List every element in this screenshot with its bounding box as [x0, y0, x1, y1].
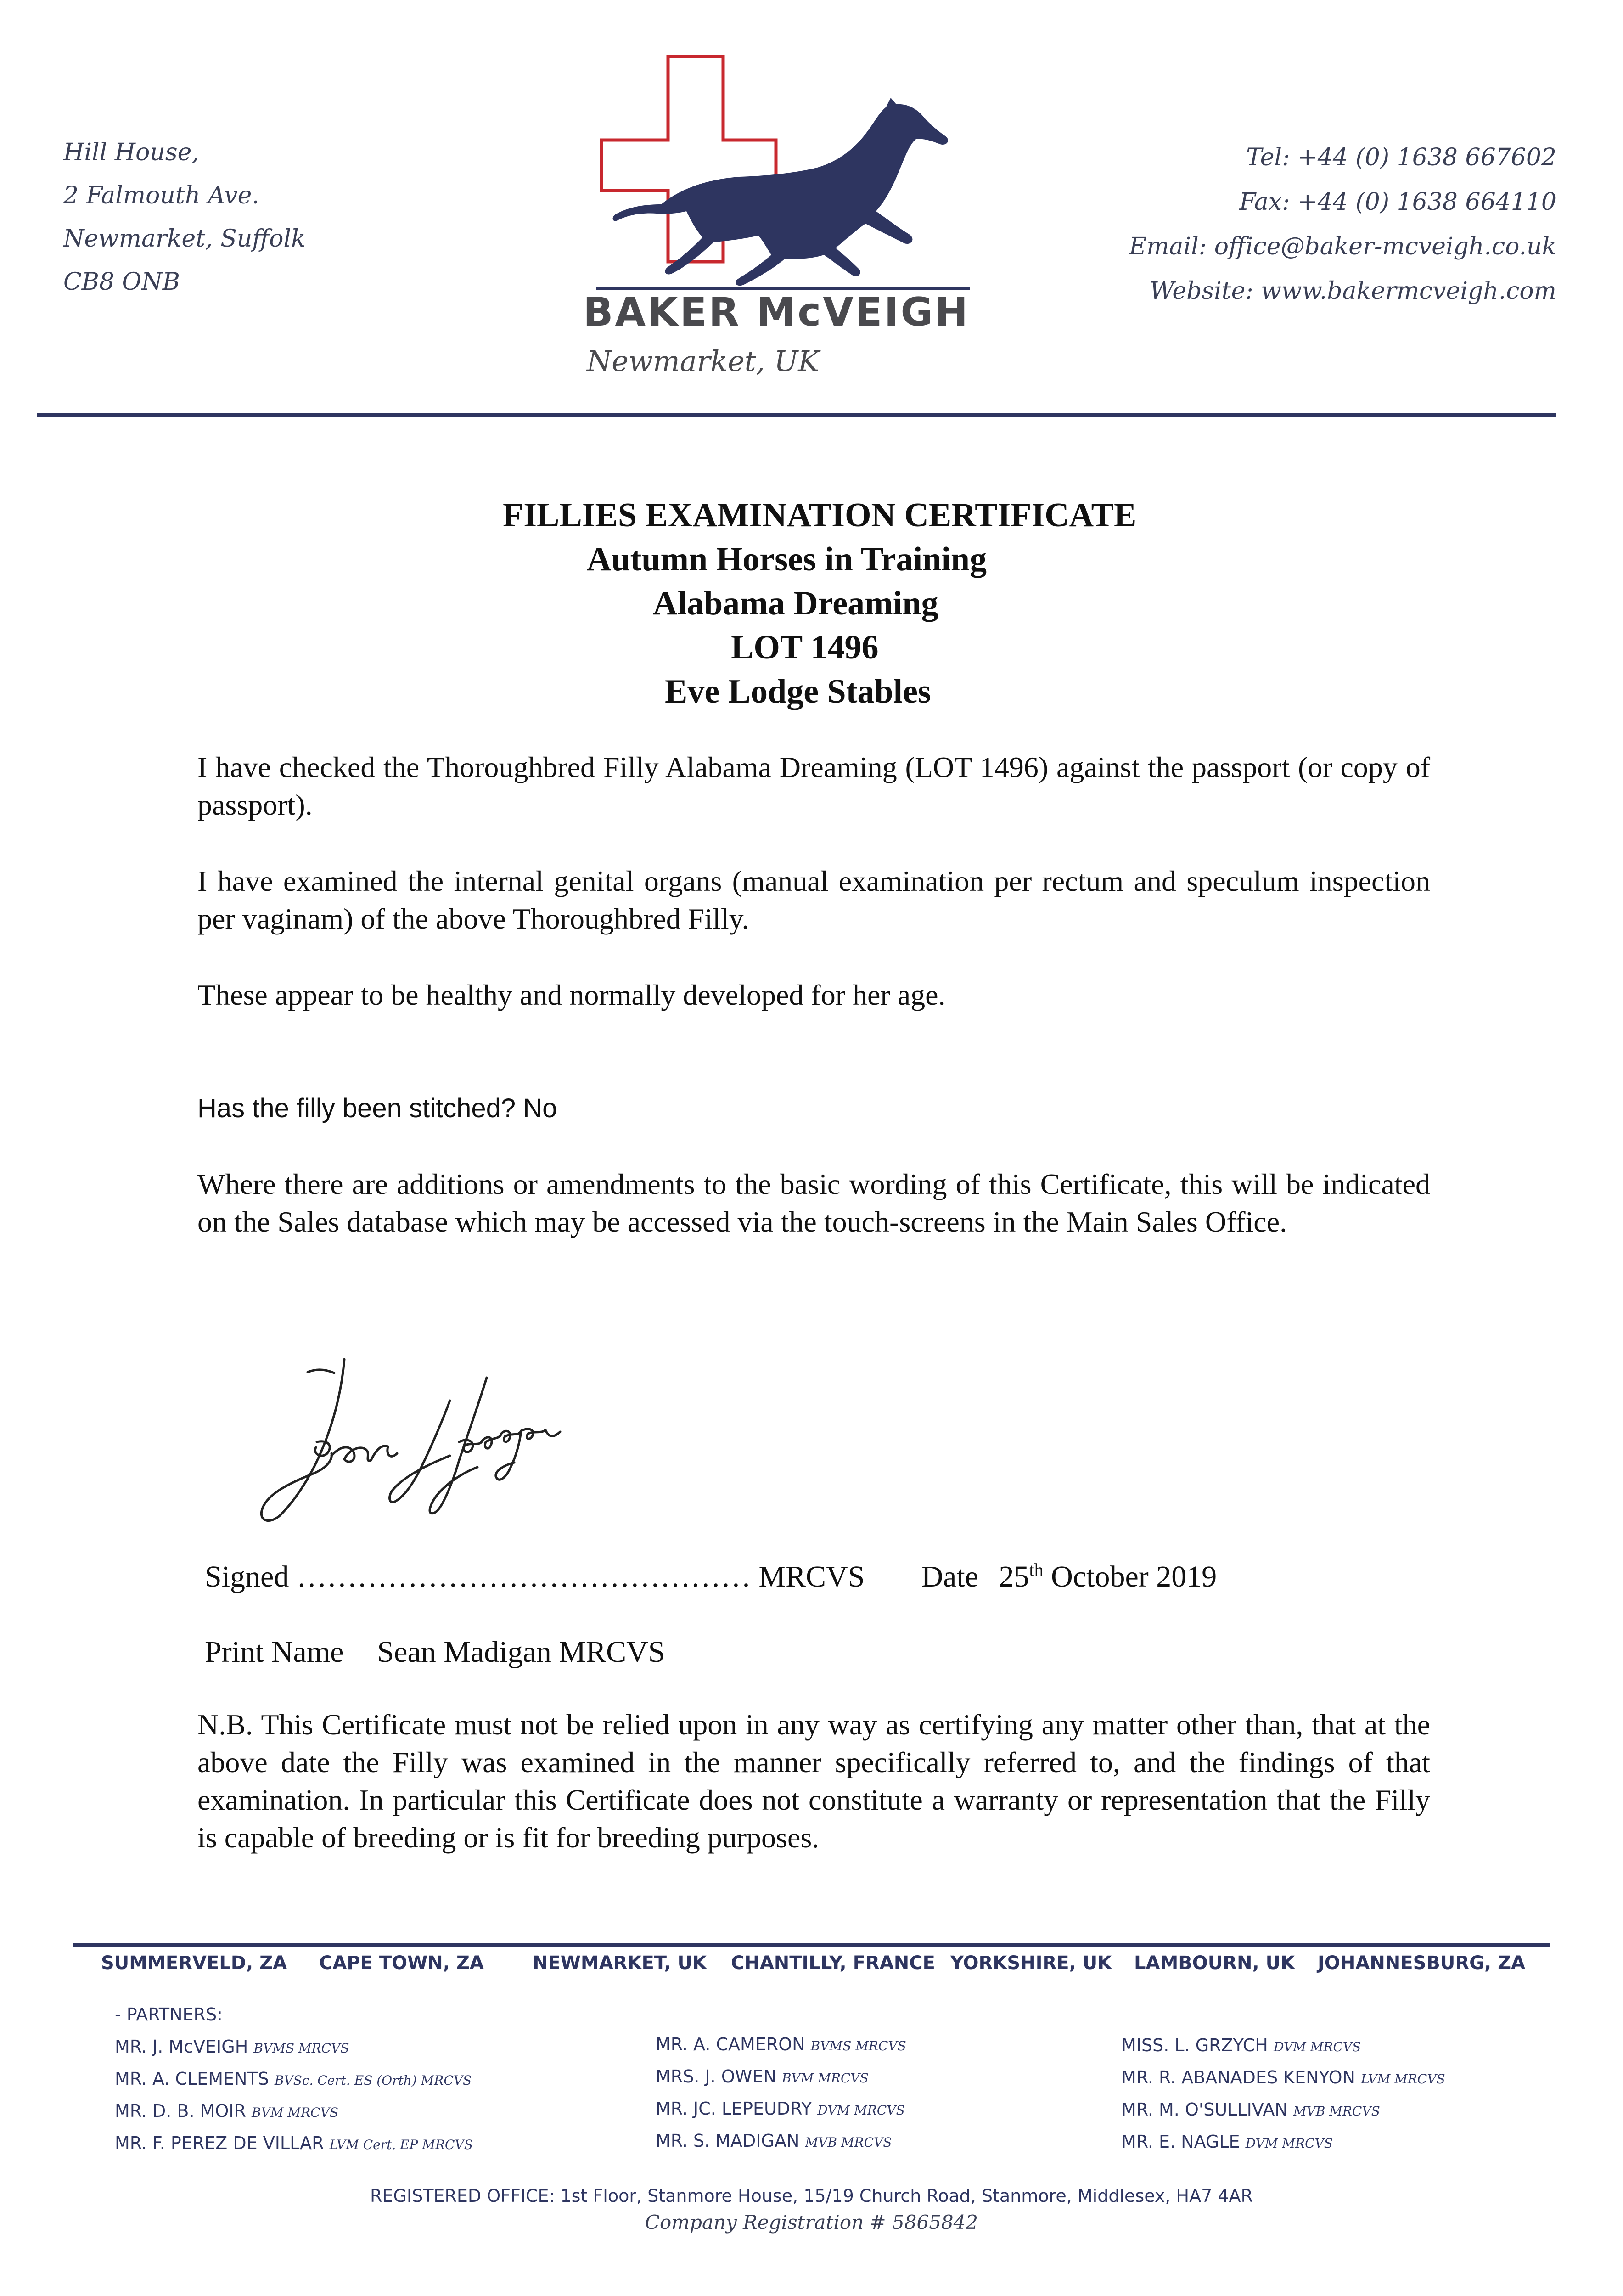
- location-item: LAMBOURN, UK: [1134, 1953, 1295, 1974]
- signed-suffix: MRCVS: [758, 1560, 865, 1593]
- website-line: Website: www.bakermcveigh.com: [1150, 277, 1556, 305]
- print-name-line: [205, 1635, 665, 1670]
- email-line: Email: office@baker-mcveigh.co.uk: [1129, 233, 1556, 260]
- partner-entry: MR. M. O'SULLIVAN MVB MRCVS: [1121, 2099, 1380, 2120]
- print-name-label: Print Name: [205, 1635, 344, 1669]
- print-name-value: Sean Madigan MRCVS: [377, 1635, 665, 1669]
- signed-line: [205, 1559, 1217, 1594]
- examination-paragraph: I have examined the internal genital organs (manual examination per rectum and speculum inspection per vaginam) of the above Thoroughbred Filly.: [197, 865, 1430, 935]
- signature-dots: ………………………………………: [296, 1560, 751, 1593]
- signed-label: Signed: [205, 1560, 289, 1593]
- handwritten-signature: [211, 1350, 624, 1534]
- partner-entry: MR. JC. LEPEUDRY DVM MRCVS: [656, 2099, 905, 2119]
- company-address: [63, 131, 306, 304]
- fax-line: Fax: +44 (0) 1638 664110: [1239, 188, 1556, 216]
- healthy-paragraph: These appear to be healthy and normally developed for her age.: [197, 979, 946, 1011]
- location-item: JOHANNESBURG, ZA: [1318, 1953, 1526, 1974]
- partner-entry: MR. E. NAGLE DVM MRCVS: [1121, 2132, 1333, 2152]
- passport-check-paragraph: I have checked the Thoroughbred Filly Alabama Dreaming (LOT 1496) against the passport (or copy of passport).: [197, 751, 1430, 821]
- baker-mcveigh-logo: [592, 53, 973, 310]
- company-registration: Company Registration # 5865842: [645, 2211, 978, 2234]
- partners-heading: - PARTNERS:: [115, 2004, 223, 2025]
- registered-office: REGISTERED OFFICE: 1st Floor, Stanmore House, 15/19 Church Road, Stanmore, Middlesex, HA7 4AR: [370, 2186, 1253, 2206]
- stitched-question: Has the filly been stitched? No: [197, 1093, 557, 1123]
- location-item: YORKSHIRE, UK: [950, 1953, 1112, 1974]
- brand-name: BAKER McVEIGH: [583, 289, 970, 335]
- header-divider: [37, 413, 1556, 417]
- partner-entry: MR. D. B. MOIR BVM MRCVS: [115, 2101, 338, 2121]
- location-item: CAPE TOWN, ZA: [319, 1953, 484, 1974]
- location-item: NEWMARKET, UK: [533, 1953, 707, 1974]
- partner-entry: MRS. J. OWEN BVM MRCVS: [656, 2066, 869, 2087]
- address-line: CB8 ONB: [63, 268, 180, 296]
- horse-name: Alabama Dreaming: [653, 585, 938, 622]
- brand-location: Newmarket, UK: [587, 344, 820, 378]
- amendments-paragraph: Where there are additions or amendments to the basic wording of this Certificate, this will be indicated on the Sales database which may be accessed via the touch-screens in the Main Sales Office.: [197, 1168, 1430, 1238]
- stables-name: Eve Lodge Stables: [665, 673, 931, 710]
- location-item: CHANTILLY, FRANCE: [731, 1953, 935, 1974]
- partner-entry: MISS. L. GRZYCH DVM MRCVS: [1121, 2035, 1361, 2055]
- date-ordinal: th: [1029, 1559, 1044, 1580]
- footer-divider: [73, 1943, 1550, 1947]
- lot-number: LOT 1496: [731, 629, 879, 666]
- partner-entry: MR. F. PEREZ DE VILLAR LVM Cert. EP MRCVS: [115, 2133, 473, 2153]
- partner-entry: MR. A. CLEMENTS BVSc. Cert. ES (Orth) MRCVS: [115, 2069, 472, 2089]
- partner-entry: MR. S. MADIGAN MVB MRCVS: [656, 2131, 892, 2151]
- phone-line: Tel: +44 (0) 1638 667602: [1246, 144, 1556, 171]
- sale-name: Autumn Horses in Training: [587, 540, 987, 578]
- partner-entry: MR. R. ABANADES KENYON LVM MRCVS: [1121, 2067, 1445, 2088]
- date-month-year: October 2019: [1051, 1560, 1217, 1593]
- certificate-title: FILLIES EXAMINATION CERTIFICATE: [503, 496, 1137, 534]
- address-line: Newmarket, Suffolk: [63, 225, 306, 253]
- nb-disclaimer: N.B. This Certificate must not be relied upon in any way as certifying any matter other than, that at the above date the Filly was examined in the manner specifically referred to, and the findings of that examination. In particular this Certificate does not constitute a warranty or representation that the Filly is capable of breeding or is fit for breeding purposes.: [197, 1708, 1430, 1854]
- address-line: Hill House,: [63, 139, 199, 166]
- location-item: SUMMERVELD, ZA: [101, 1953, 287, 1974]
- company-contact: [1129, 135, 1556, 314]
- date-label: Date: [921, 1560, 979, 1593]
- address-line: 2 Falmouth Ave.: [63, 182, 259, 209]
- date-day: 25: [999, 1560, 1029, 1593]
- partner-entry: MR. J. McVEIGH BVMS MRCVS: [115, 2037, 349, 2057]
- partner-entry: MR. A. CAMERON BVMS MRCVS: [656, 2034, 906, 2054]
